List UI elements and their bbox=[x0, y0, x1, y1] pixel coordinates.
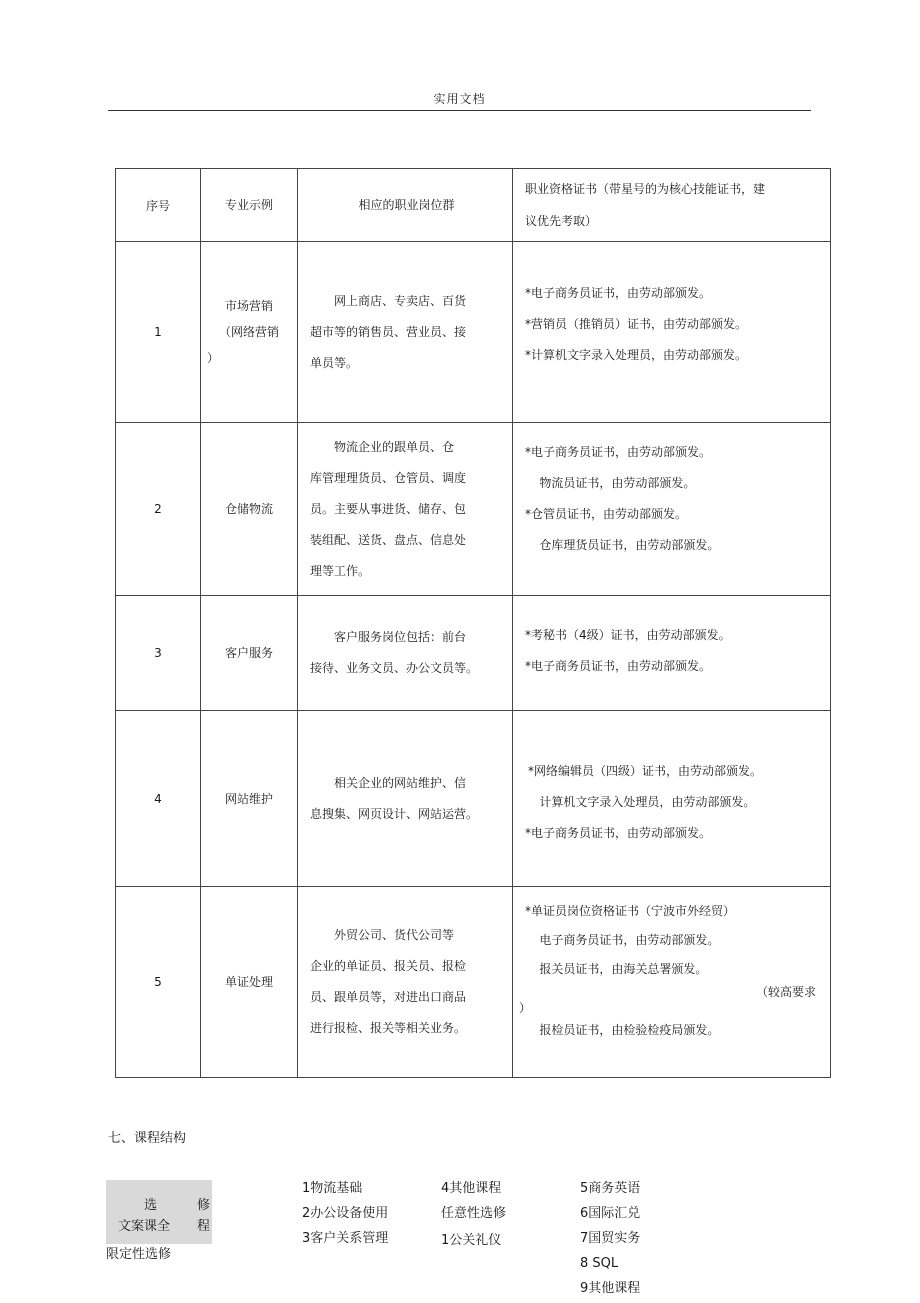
jobs-line: 息搜集、网页设计、网站运营。 bbox=[310, 806, 479, 821]
row-num: 2 bbox=[116, 423, 201, 596]
course-item: 4其他课程 bbox=[441, 1181, 502, 1196]
elective-label-word: 选 bbox=[144, 1198, 158, 1213]
course-item: 7国贸实务 bbox=[580, 1231, 641, 1246]
course-item: 1物流基础 bbox=[302, 1181, 363, 1196]
row-major bbox=[201, 887, 298, 1078]
elective-label-word: 程 bbox=[196, 1219, 210, 1234]
major-line: 单证处理 bbox=[224, 975, 273, 989]
cert-line: *单证员岗位资格证书（宁波市外经贸） bbox=[525, 904, 736, 918]
cert-line: *计算机文字录入处理员，由劳动部颁发。 bbox=[525, 348, 748, 362]
elective-label-line1 bbox=[144, 1194, 212, 1213]
row-jobs bbox=[298, 242, 513, 423]
cert-line: 仓库理货员证书，由劳动部颁发。 bbox=[539, 538, 720, 552]
table-row bbox=[116, 711, 831, 887]
jobs-line: 相关企业的网站维护、信 bbox=[334, 775, 467, 790]
jobs-line: 员。主要从事进货、储存、包 bbox=[310, 501, 467, 516]
elective-label-line2 bbox=[118, 1215, 212, 1234]
cert-line: *考秘书（4级）证书，由劳动部颁发。 bbox=[525, 628, 731, 642]
row-jobs bbox=[298, 596, 513, 711]
course-item: 任意性选修 bbox=[441, 1206, 507, 1221]
cert-line: *网络编辑员（四级）证书，由劳动部颁发。 bbox=[528, 764, 763, 778]
row-jobs bbox=[298, 711, 513, 887]
jobs-line: 网上商店、专卖店、百货 bbox=[334, 293, 467, 308]
cert-line: 计算机文字录入处理员，由劳动部颁发。 bbox=[539, 795, 756, 809]
cert-line: ） bbox=[519, 1001, 532, 1015]
elective-label-word: 修 bbox=[196, 1198, 210, 1213]
restricted-elective-label: 限定性选修 bbox=[106, 1247, 172, 1262]
course-item: 9其他课程 bbox=[580, 1281, 641, 1296]
section-title: 七、课程结构 bbox=[108, 1131, 187, 1146]
course-item: 3客户关系管理 bbox=[302, 1231, 389, 1246]
table-row bbox=[116, 423, 831, 596]
table-row bbox=[116, 596, 831, 711]
row-jobs bbox=[298, 887, 513, 1078]
row-cert bbox=[513, 711, 831, 887]
jobs-line: 装组配、送货、盘点、信息处 bbox=[310, 532, 467, 547]
jobs-line: 客户服务岗位包括：前台 bbox=[334, 630, 467, 644]
row-cert bbox=[513, 596, 831, 711]
table-header-row bbox=[116, 169, 831, 242]
course-item: 6国际汇兑 bbox=[580, 1206, 641, 1221]
elective-label-box bbox=[106, 1180, 212, 1244]
cert-line: *仓管员证书，由劳动部颁发。 bbox=[525, 507, 688, 521]
header-cert-line2: 议优先考取） bbox=[525, 214, 598, 228]
cert-line: *电子商务员证书，由劳动部颁发。 bbox=[525, 659, 712, 673]
jobs-line: 企业的单证员、报关员、报检 bbox=[310, 959, 467, 973]
jobs-line: 接待、业务文员、办公文员等。 bbox=[310, 661, 479, 675]
course-item: 8 SQL bbox=[580, 1256, 619, 1271]
cert-line: *营销员（推销员）证书，由劳动部颁发。 bbox=[525, 317, 748, 331]
row-major bbox=[201, 242, 298, 423]
major-line: 仓储物流 bbox=[224, 502, 273, 516]
row-num: 5 bbox=[116, 887, 201, 1078]
jobs-line: 物流企业的跟单员、仓 bbox=[334, 439, 455, 454]
jobs-line: 库管理理货员、仓管员、调度 bbox=[310, 470, 467, 485]
cert-line: 物流员证书，由劳动部颁发。 bbox=[539, 476, 696, 490]
row-major bbox=[201, 711, 298, 887]
course-item: 2办公设备使用 bbox=[302, 1206, 389, 1221]
cert-line: *电子商务员证书，由劳动部颁发。 bbox=[525, 826, 712, 840]
row-cert bbox=[513, 242, 831, 423]
course-item: 1公关礼仪 bbox=[441, 1233, 502, 1248]
table-row bbox=[116, 242, 831, 423]
cert-line: *电子商务员证书，由劳动部颁发。 bbox=[525, 445, 712, 459]
jobs-line: 进行报检、报关等相关业务。 bbox=[310, 1021, 467, 1035]
header-num: 序号 bbox=[116, 169, 201, 242]
cert-line: 电子商务员证书，由劳动部颁发。 bbox=[539, 933, 720, 947]
cert-line: 报关员证书，由海关总署颁发。 bbox=[539, 962, 708, 976]
row-num: 1 bbox=[116, 242, 201, 423]
row-major bbox=[201, 423, 298, 596]
row-major bbox=[201, 596, 298, 711]
certification-table bbox=[115, 168, 831, 1078]
page-header-title: 实用文档 bbox=[433, 92, 486, 106]
header-divider bbox=[108, 110, 811, 111]
cert-line: （较高要求 bbox=[755, 985, 816, 999]
course-column-3 bbox=[580, 1176, 640, 1301]
jobs-line: 员、跟单员等，对进出口商品 bbox=[310, 990, 467, 1004]
jobs-line: 单员等。 bbox=[310, 355, 359, 370]
major-line: （网络营销 bbox=[218, 325, 279, 339]
cert-line: *电子商务员证书，由劳动部颁发。 bbox=[525, 286, 712, 300]
header-cert-line1: 职业资格证书（带星号的为核心技能证书，建 bbox=[525, 182, 766, 196]
header-jobs: 相应的职业岗位群 bbox=[298, 169, 513, 242]
major-line: 网站维护 bbox=[224, 791, 273, 806]
course-column-2 bbox=[441, 1176, 506, 1253]
header-major: 专业示例 bbox=[201, 169, 298, 242]
header-cert bbox=[513, 169, 831, 242]
row-num: 4 bbox=[116, 711, 201, 887]
jobs-line: 理等工作。 bbox=[310, 563, 371, 578]
row-jobs bbox=[298, 423, 513, 596]
major-line: 市场营销 bbox=[224, 299, 273, 313]
jobs-line: 外贸公司、货代公司等 bbox=[334, 928, 455, 942]
course-item: 5商务英语 bbox=[580, 1181, 641, 1196]
course-column-1 bbox=[302, 1176, 388, 1251]
table-row bbox=[116, 887, 831, 1078]
major-line: 客户服务 bbox=[224, 646, 273, 660]
row-num: 3 bbox=[116, 596, 201, 711]
row-cert bbox=[513, 887, 831, 1078]
elective-label-word: 文案课全 bbox=[118, 1219, 171, 1234]
jobs-line: 超市等的销售员、营业员、接 bbox=[310, 324, 467, 339]
cert-line: 报检员证书，由检验检疫局颁发。 bbox=[539, 1023, 720, 1037]
row-cert bbox=[513, 423, 831, 596]
major-line: ） bbox=[207, 351, 220, 365]
